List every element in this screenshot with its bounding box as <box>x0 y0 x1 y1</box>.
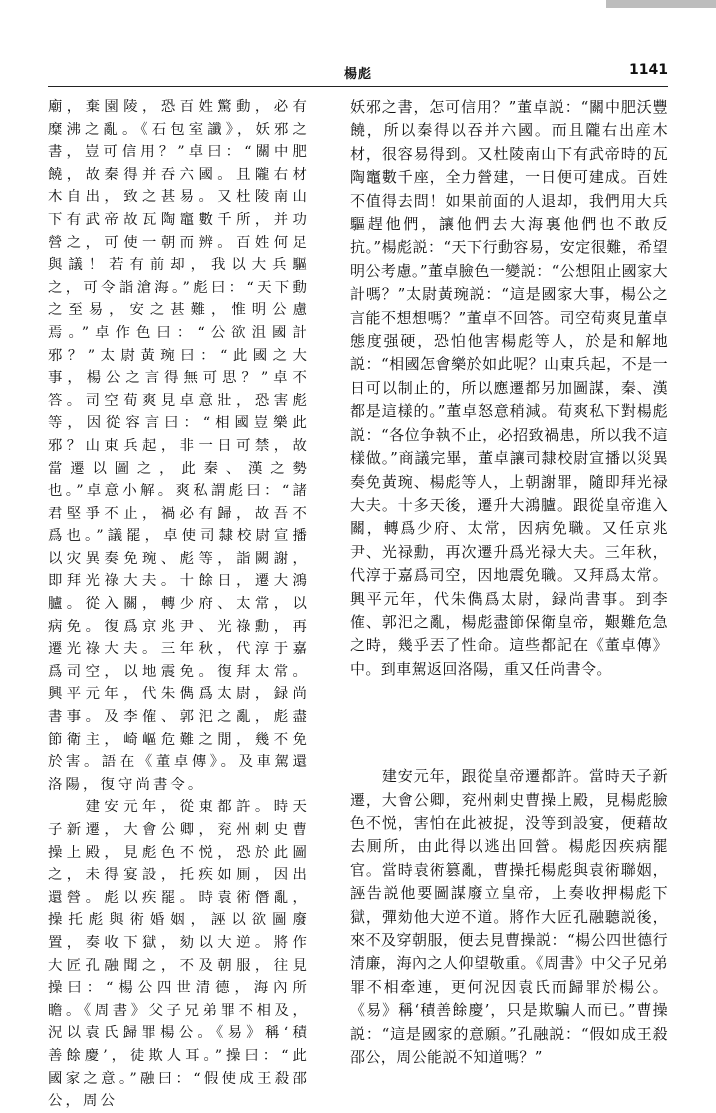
header-rule <box>48 86 668 87</box>
right-paragraph-2: 建安元年，跟從皇帝遷都許。當時天子新遷，大會公卿，兖州刺史曹操上殿，見楊彪臉色不悦，害怕在此被捉，没等到設宴，便藉故去厠所，由此得以逃出回營。楊彪因疾病罷官。當時袁術篡亂，曹操托楊彪與袁術聯姻，誣告説他要圖謀廢立皇帝，上奏收押楊彪下獄，彈劾他大逆不道。將作大匠孔融聽説後，來不及穿朝服，便去見曹操説：“楊公四世德行清廉，海內之人仰望敬重。《周書》中父子兄弟罪不相牽連，更何況因袁氏而歸罪於楊公。《易》稱‘積善餘慶’，只是欺騙人而已。”曹操説：“這是國家的意願。”孔融説：“假如成王殺邵公，周公能説不知道嗎？” <box>350 767 668 1067</box>
left-paragraph-1: 廟，棄園陵，恐百姓驚動，必有糜沸之亂。《石包室讖》，妖邪之書，豈可信用？”卓曰：“關中肥饒，故秦得并吞六國。且隴右材木自出，致之甚易。又杜陵南山下有武帝故瓦陶竈數千所，并功營之，可使一朝而辨。百姓何足與議！若有前却，我以大兵驅之，可令詣滄海。”彪曰：“天下動之至易，安之甚難，惟明公慮焉。”卓作色曰：“公欲沮國計邪？”太尉黃琬曰：“此國之大事，楊公之言得無可思？”卓不答。司空荀爽見卓意壯，恐害彪等，因從容言曰：“相國豈樂此邪？山東兵起，非一日可禁，故當遷以圖之，此秦、漢之勢也。”卓意小解。爽私謂彪曰：“諸君堅爭不止，禍必有歸，故吾不爲也。”議罷，卓使司隸校尉宣播以灾異奏免琬、彪等，詣闕謝，即拜光祿大夫。十餘日，遷大鴻臚。從入關，轉少府、太常，以病免。復爲京兆尹、光祿勳，再遷光祿大夫。三年秋，代淳于嘉爲司空，以地震免。復拜太常。興平元年，代朱儁爲太尉，録尚書事。及李傕、郭汜之亂，彪盡節衛主，崎嶇危難之閒，幾不免於害。語在《董卓傳》。及車駕還洛陽，復守尚書令。 <box>48 99 310 793</box>
running-title: 楊彪 <box>343 67 372 82</box>
page-number: 1141 <box>629 62 668 78</box>
page-header <box>0 0 716 90</box>
right-paragraph-1: 妖邪之書，怎可信用？”董卓説：“關中肥沃豐饒，所以秦得以吞并六國。而且隴右出産木材，很容易得到。又杜陵南山下有武帝時的瓦陶竈數千座，全力營建，一日便可建成。百姓不值得去問！如果前面的人退却，我們用大兵驅趕他們，讓他們去大海裏他們也不敢反抗。”楊彪説：“天下行動容易，安定很難，希望明公考慮。”董卓臉色一變説：“公想阻止國家大計嗎？”太尉黃琬説：“這是國家大事，楊公之言能不想想嗎？”董卓不回答。司空荀爽見董卓態度强硬，恐怕他害楊彪等人，於是和解地説：“相國怎會樂於如此呢？山東兵起，不是一日可以制止的，所以應遷都另加圖謀，秦、漢都是這樣的。”董卓怒意稍減。荀爽私下對楊彪説：“各位争執不止，必招致禍患，所以我不這樣做。”商議完畢，董卓讓司隸校尉宣播以災異奏免黃琬、楊彪等人，上朝謝罪，隨即拜光禄大夫。十多天後，遷升大鴻臚。跟從皇帝進入關，轉爲少府、太常，因病免職。又任京兆尹、光禄勳，再次遷升爲光禄大夫。三年秋，代淳于嘉爲司空，因地震免職。又拜爲太常。興平元年，代朱儁爲太尉，録尚書事。到李傕、郭汜之亂，楊彪盡節保衛皇帝，艱難危急之時，幾乎丟了性命。這些都記在《董卓傳》中。到車駕返回洛陽，重又任尚書令。 <box>350 98 668 678</box>
left-column-classical-text <box>48 96 310 1113</box>
left-paragraph-2: 建安元年，從東都許。時天子新遷，大會公卿，兖州刺史曹操上殿，見彪色不悦，恐於此圖之，未得宴設，托疾如厠，因出還營。彪以疾罷。時袁術僭亂，操托彪與術婚姻，誣以欲圖廢置，奏收下獄，劾以大逆。將作大匠孔融聞之，不及朝服，往見操曰：“楊公四世清德，海內所瞻。《周書》父子兄弟罪不相及，況以袁氏歸罪楊公。《易》稱‘積善餘慶’，徒欺人耳。”操曰：“此國家之意。”融曰：“假使成王殺邵公，周公 <box>48 799 310 1110</box>
right-column-translation <box>350 96 668 1069</box>
